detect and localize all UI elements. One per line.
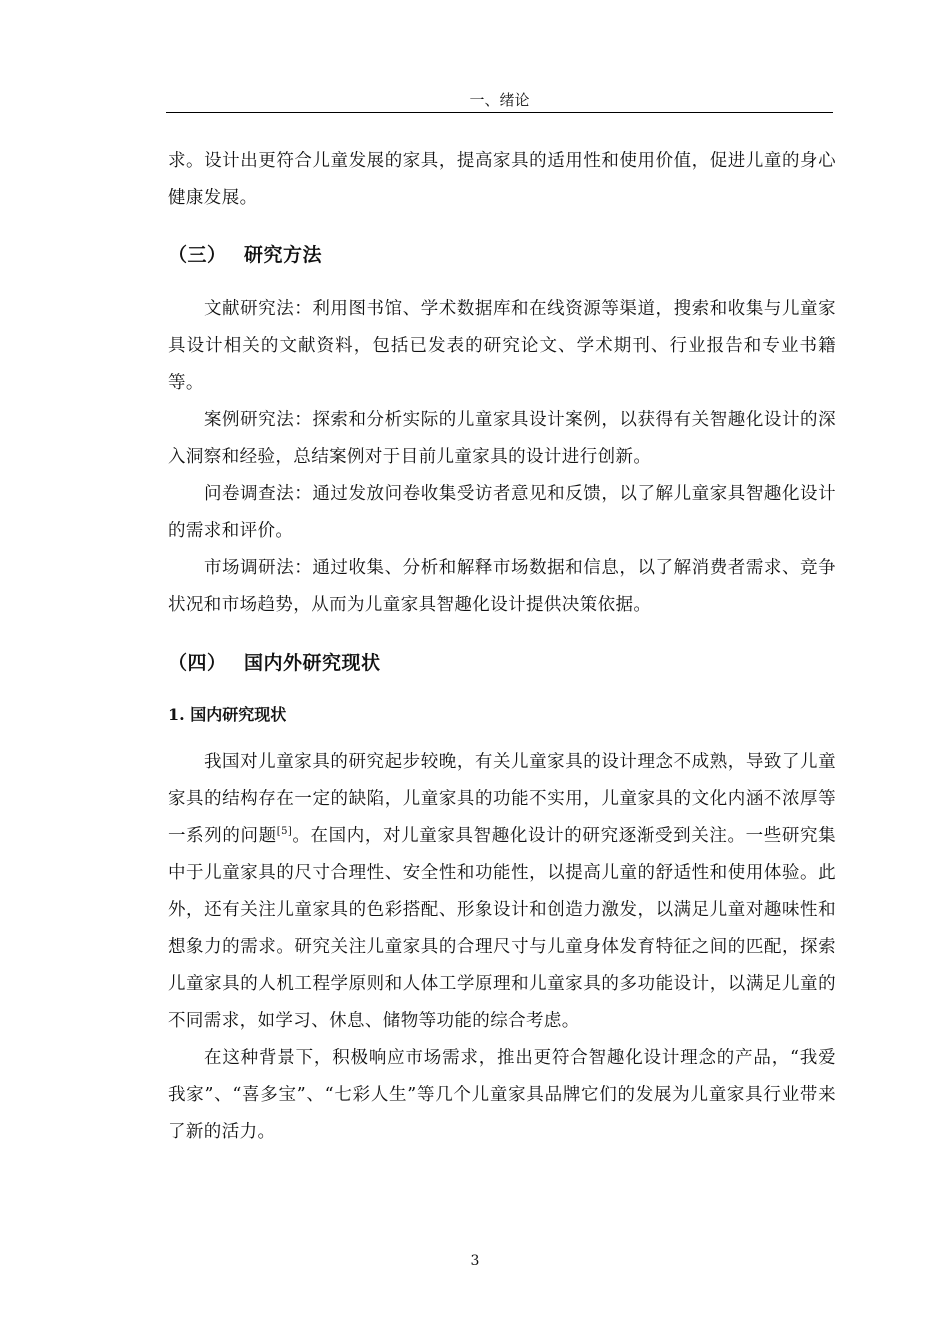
continuation-paragraph: 求。设计出更符合儿童发展的家具，提高家具的适用性和使用价值，促进儿童的身心健康发展。 [168, 151, 836, 208]
page-number: 3 [470, 1253, 480, 1269]
paragraph-literature-method: 文献研究法：利用图书馆、学术数据库和在线资源等渠道，搜索和收集与儿童家具设计相关的文献资料，包括已发表的研究论文、学术期刊、行业报告和专业书籍等。 [168, 299, 836, 393]
section-heading-research-status [168, 648, 836, 678]
section-number: （三） [168, 244, 227, 266]
header-rule [166, 112, 833, 113]
paragraph-case-method: 案例研究法：探索和分析实际的儿童家具设计案例，以获得有关智趣化设计的深入洞察和经验，总结案例对于目前儿童家具的设计进行创新。 [168, 410, 836, 467]
paragraph-survey-method: 问卷调查法：通过发放问卷收集受访者意见和反馈，以了解儿童家具智趣化设计的需求和评价。 [168, 484, 836, 541]
subsection-heading-domestic: 1. 国内研究现状 [168, 705, 287, 724]
running-header: 一、绪论 [469, 91, 530, 109]
paragraph-domestic-status [168, 744, 836, 1040]
page-body [168, 143, 836, 1151]
citation-reference: [5] [276, 826, 293, 838]
domestic-text-part1: 我国对儿童家具的研究起步较晚，有关儿童家具的设计理念不成熟，导致了儿童家具的结构存在一定的缺陷，儿童家具的功能不实用，儿童家具的文化内涵不浓厚等一系列的问题 [168, 752, 836, 846]
domestic-text-part2: 。在国内，对儿童家具智趣化设计的研究逐渐受到关注。一些研究集中于儿童家具的尺寸合理性、安全性和功能性，以提高儿童的舒适性和使用体验。此外，还有关注儿童家具的色彩搭配、形象设计和创造力激发，以满足儿童对趣味性和想象力的需求。研究关注儿童家具的合理尺寸与儿童身体发育特征之间的匹配，探索儿童家具的人机工程学原则和人体工学原理和儿童家具的多功能设计，以满足儿童的不同需求，如学习、休息、储物等功能的综合考虑。 [168, 826, 837, 1031]
paragraph-market-method: 市场调研法：通过收集、分析和解释市场数据和信息，以了解消费者需求、竞争状况和市场趋势，从而为儿童家具智趣化设计提供决策依据。 [168, 558, 836, 615]
methods-paragraphs [168, 291, 836, 624]
paragraph-market-response: 在这种背景下，积极响应市场需求，推出更符合智趣化设计理念的产品，“我爱我家”、“喜多宝”、“七彩人生”等几个儿童家具品牌它们的发展为儿童家具行业带来了新的活力。 [168, 1048, 836, 1142]
section-title: 研究方法 [244, 244, 323, 266]
section-title: 国内外研究现状 [244, 652, 381, 674]
section-heading-methods [168, 240, 836, 270]
section-number: （四） [168, 652, 227, 674]
